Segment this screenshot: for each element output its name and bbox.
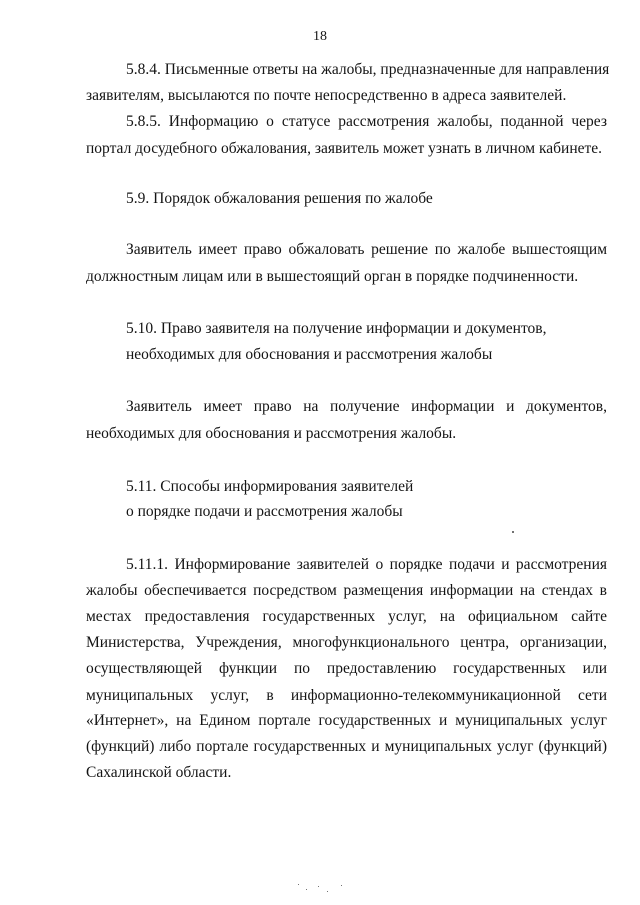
scan-speck: [327, 891, 328, 892]
paragraph-5-8-4-line-2: заявителям, высылаются по почте непосредственно в адреса заявителей.: [86, 87, 567, 104]
scan-speck: [341, 885, 342, 886]
scan-speck: [512, 531, 514, 533]
section-5-10-heading-line-1: 5.10. Право заявителя на получение информации и документов,: [126, 320, 547, 337]
section-5-11-heading-line-2: о порядке подачи и рассмотрения жалобы: [126, 503, 403, 520]
paragraph-5-10-line-1: Заявитель имеет право на получение информации и документов,: [126, 398, 607, 415]
paragraph-5-11-1-line: муниципальных услуг, в информационно-телекоммуникационной сети: [86, 687, 607, 704]
paragraph-5-11-1-line: Сахалинской области.: [86, 764, 232, 781]
paragraph-5-9-line-2: должностным лицам или в вышестоящий орган в порядке подчиненности.: [86, 268, 579, 285]
paragraph-5-8-5-line-1: 5.8.5. Информацию о статусе рассмотрения жалобы, поданной через: [126, 113, 607, 130]
paragraph-5-11-1-line: местах предоставления государственных услуг, на официальном сайте: [86, 608, 607, 625]
section-5-10-heading-line-2: необходимых для обоснования и рассмотрения жалобы: [126, 346, 493, 363]
paragraph-5-8-4-line-1: 5.8.4. Письменные ответы на жалобы, предназначенные для направления: [126, 61, 610, 78]
scan-speck: [318, 886, 319, 887]
scan-speck: [306, 889, 307, 890]
paragraph-5-11-1-line: Министерства, Учреждения, многофункционального центра, организации,: [86, 634, 607, 651]
paragraph-5-10-line-2: необходимых для обоснования и рассмотрения жалобы.: [86, 425, 457, 442]
scan-speck: [298, 884, 299, 885]
paragraph-5-11-1-line: осуществляющей функции по предоставлению государственных или: [86, 660, 607, 677]
paragraph-5-9-line-1: Заявитель имеет право обжаловать решение по жалобе вышестоящим: [126, 241, 607, 258]
paragraph-5-8-5-line-2: портал досудебного обжалования, заявитель может узнать в личном кабинете.: [86, 140, 603, 157]
paragraph-5-11-1-line: 5.11.1. Информирование заявителей о порядке подачи и рассмотрения: [126, 556, 607, 573]
section-5-9-heading: 5.9. Порядок обжалования решения по жалобе: [126, 190, 433, 207]
page-number: 18: [313, 29, 327, 44]
paragraph-5-11-1-line: «Интернет», на Едином портале государственных и муниципальных услуг: [86, 712, 607, 729]
paragraph-5-11-1-line: (функций) либо портале государственных и муниципальных услуг (функций): [86, 738, 607, 755]
paragraph-5-11-1-line: жалобы обеспечивается посредством размещения информации на стендах в: [86, 582, 607, 599]
section-5-11-heading-line-1: 5.11. Способы информирования заявителей: [126, 478, 414, 495]
